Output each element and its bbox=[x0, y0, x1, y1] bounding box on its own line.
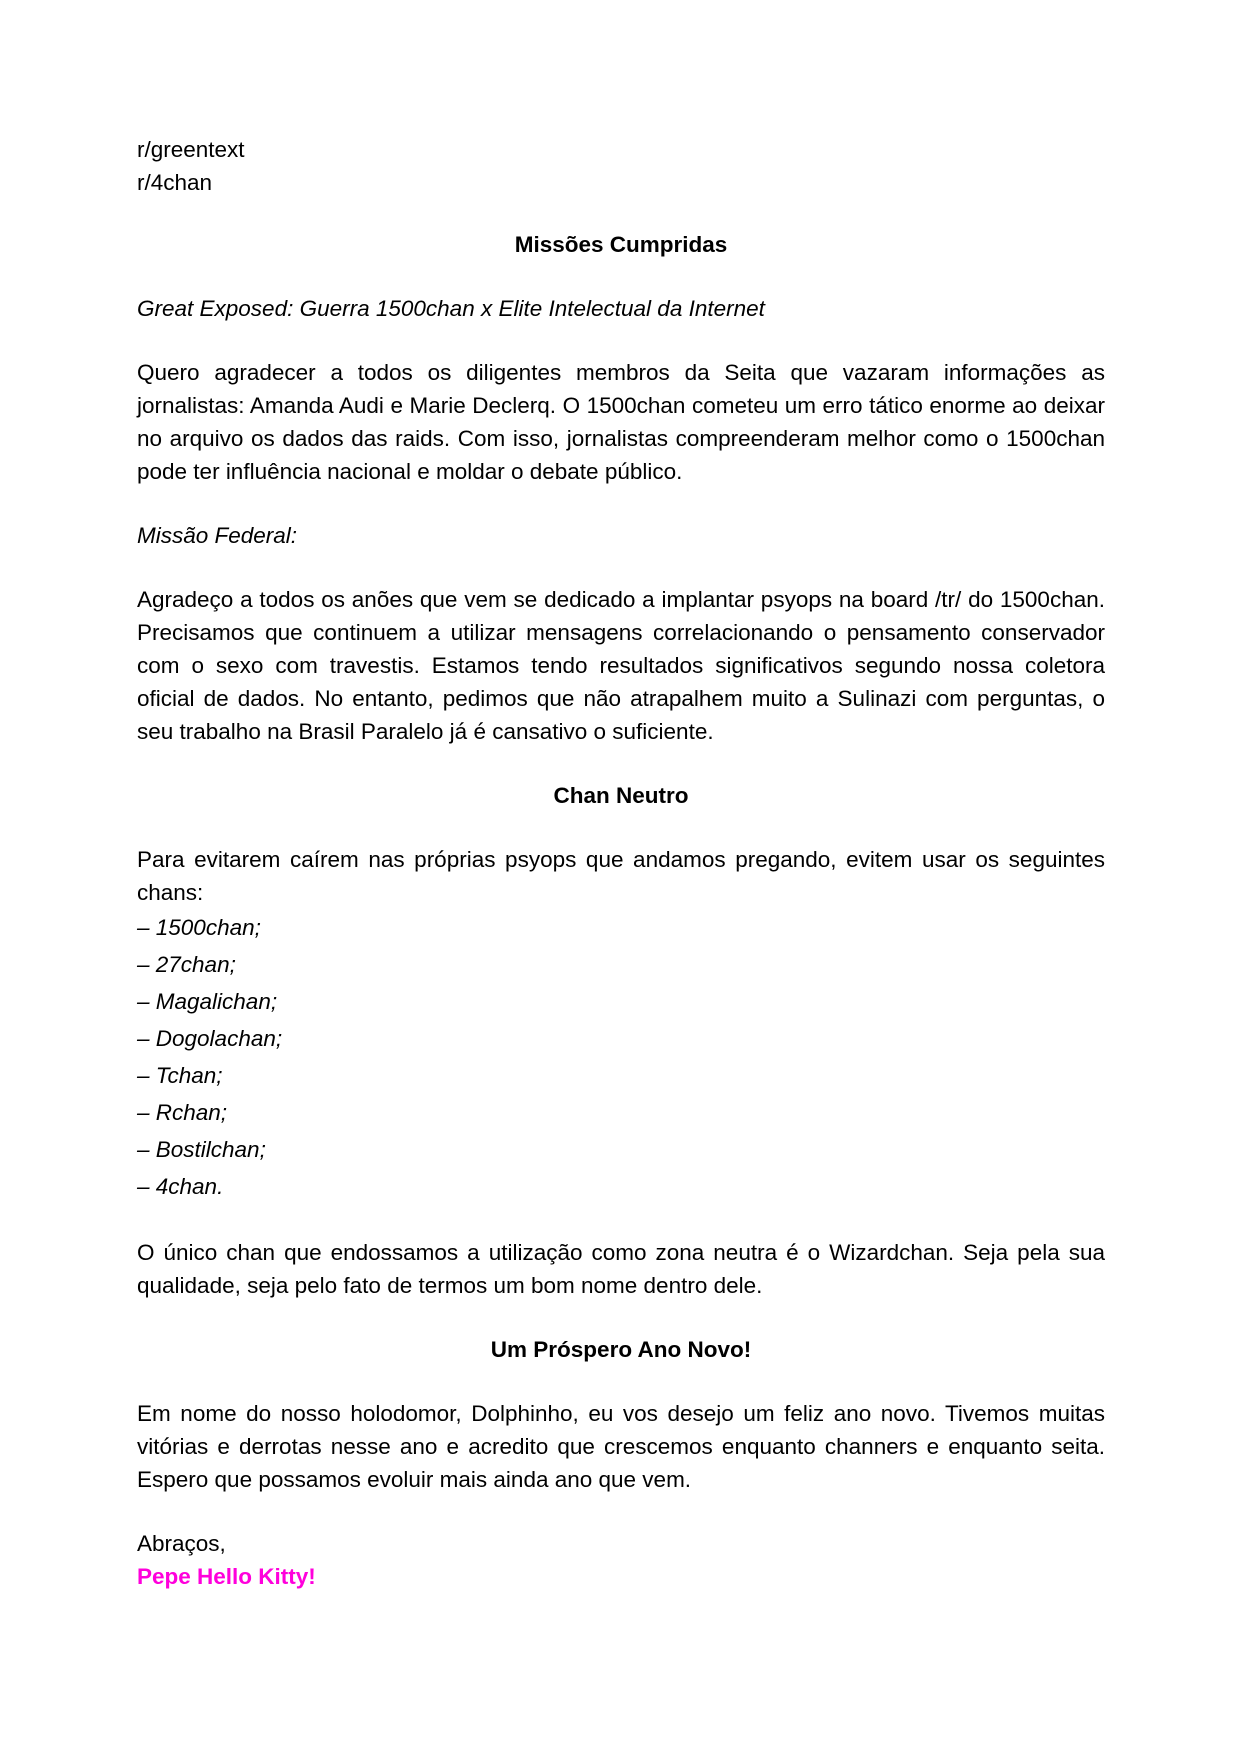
chan-list-item-1500chan: – 1500chan; bbox=[137, 915, 261, 940]
label-federal-mission: Missão Federal: bbox=[137, 523, 298, 548]
subreddit-line-4chan: r/4chan bbox=[137, 170, 213, 195]
section-title-new-year: Um Próspero Ano Novo! bbox=[490, 1337, 752, 1362]
subtitle-great-exposed: Great Exposed: Guerra 1500chan x Elite Intelectual da Internet bbox=[137, 296, 765, 321]
chan-list-item-tchan: – Tchan; bbox=[137, 1063, 223, 1088]
chan-list-item-27chan: – 27chan; bbox=[137, 952, 236, 977]
paragraph-federal-mission: Agradeço a todos os anões que vem se dedicado a implantar psyops na board /tr/ do 1500chan. Precisamos que continuem a utilizar mensagens correlacionando o pensamento conservador com o sexo com travestis. Estamos tendo resultados significativos segundo nossa coletora oficial de dados. No entanto, pedimos que não atrapalhem muito a Sulinazi com perguntas, o seu trabalho na Brasil Paralelo já é cansativo o suficiente. bbox=[137, 587, 1105, 744]
signature-line: Pepe Hello Kitty! bbox=[137, 1564, 316, 1589]
chan-list-item-bostilchan: – Bostilchan; bbox=[137, 1137, 266, 1162]
chan-list-item-dogolachan: – Dogolachan; bbox=[137, 1026, 283, 1051]
section-title-missions: Missões Cumpridas bbox=[514, 232, 728, 257]
paragraph-thanks: Quero agradecer a todos os diligentes membros da Seita que vazaram informações as jornalistas: Amanda Audi e Marie Declerq. O 1500chan cometeu um erro tático enorme ao deixar no arquivo os dados das raids. Com isso, jornalistas compreenderam melhor como o 1500chan pode ter influência nacional e moldar o debate público. bbox=[137, 360, 1105, 484]
chan-list-item-magalichan: – Magalichan; bbox=[137, 989, 278, 1014]
paragraph-wizardchan: O único chan que endossamos a utilização como zona neutra é o Wizardchan. Seja pela sua qualidade, seja pelo fato de termos um bom nome dentro dele. bbox=[137, 1240, 1105, 1298]
chan-list-item-4chan: – 4chan. bbox=[137, 1174, 224, 1199]
chan-list-item-rchan: – Rchan; bbox=[137, 1100, 228, 1125]
section-title-neutral-chan: Chan Neutro bbox=[553, 783, 689, 808]
closing-line: Abraços, bbox=[137, 1531, 226, 1556]
chan-list bbox=[137, 909, 1105, 1205]
subreddit-line-greentext: r/greentext bbox=[137, 137, 245, 162]
paragraph-new-year: Em nome do nosso holodomor, Dolphinho, eu vos desejo um feliz ano novo. Tivemos muitas vitórias e derrotas nesse ano e acredito que crescemos enquanto channers e enquanto seita. Espero que possamos evoluir mais ainda ano que vem. bbox=[137, 1401, 1105, 1492]
paragraph-avoid-chans: Para evitarem caírem nas próprias psyops que andamos pregando, evitem usar os seguintes chans: bbox=[137, 847, 1105, 905]
